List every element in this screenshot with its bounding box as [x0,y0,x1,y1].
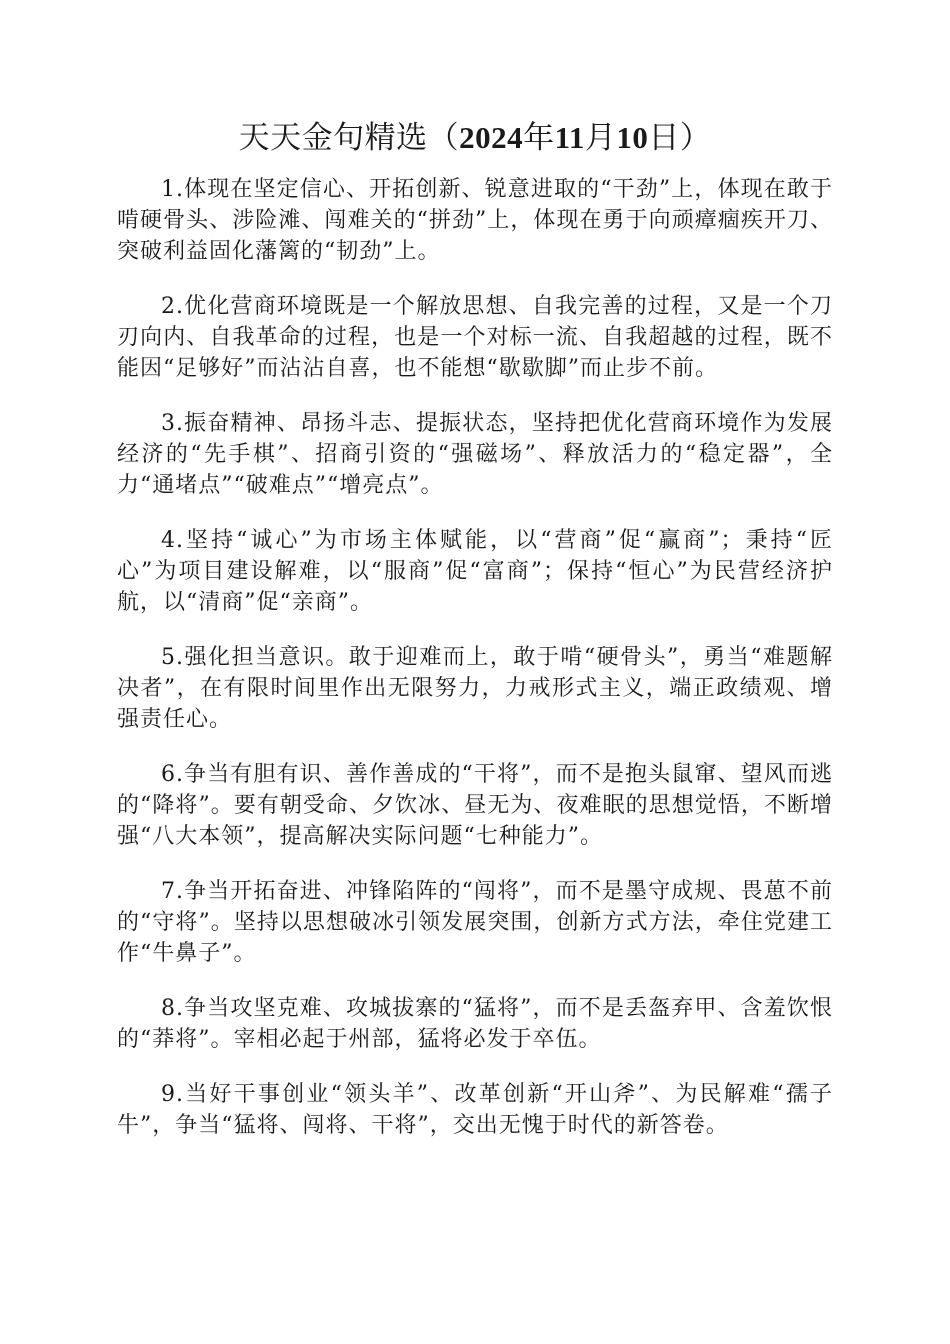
paragraph-3: 3.振奋精神、昂扬斗志、提振状态，坚持把优化营商环境作为发展经济的“先手棋”、招商引资的“强磁场”、释放活力的“稳定器”，全力“通堵点”“破难点”“增亮点”。 [117,411,834,498]
title-day-suffix: 日） [648,120,712,156]
title-year: 2024 [459,120,524,155]
paragraph-9: 9.当好干事创业“领头羊”、改革创新“开山斧”、为民解难“孺子牛”，争当“猛将、闯将、干将”，交出无愧于时代的新答卷。 [117,1082,833,1138]
title-month: 11 [554,120,585,155]
document-page [117,116,833,1165]
title-day: 10 [616,120,649,155]
title-year-suffix: 年 [523,120,555,156]
paragraph-5: 5.强化担当意识。敢于迎难而上，敢于啃“硬骨头”，勇当“难题解决者”，在有限时间里作出无限努力，力戒形式主义，端正政绩观、增强责任心。 [117,645,833,732]
paragraph-7: 7.争当开拓奋进、冲锋陷阵的“闯将”，而不是墨守成规、畏葸不前的“守将”。坚持以思想破冰引领发展突围，创新方式方法，牵住党建工作“牛鼻子”。 [117,879,833,966]
paragraph-8: 8.争当攻坚克难、攻城拔寨的“猛将”，而不是丢盔弃甲、含羞饮恨的“莽将”。宰相必起于州部，猛将必发于卒伍。 [117,996,833,1052]
paragraph-4: 4.坚持“诚心”为市场主体赋能，以“营商”促“赢商”；秉持“匠心”为项目建设解难，以“服商”促“富商”；保持“恒心”为民营经济护航，以“清商”促“亲商”。 [117,528,833,615]
paragraph-6: 6.争当有胆有识、善作善成的“干将”，而不是抱头鼠窜、望风而逃的“降将”。要有朝受命、夕饮冰、昼无为、夜难眠的思想觉悟，不断增强“八大本领”，提高解决实际问题“七种能力”。 [117,762,833,849]
document-title [117,116,833,160]
paragraph-1: 1.体现在坚定信心、开拓创新、锐意进取的“干劲”上，体现在敢于啃硬骨头、涉险滩、闯难关的“拼劲”上，体现在勇于向顽瘴痼疾开刀、突破利益固化藩篱的“韧劲”上。 [117,177,833,264]
title-prefix: 天天金句精选（ [238,120,460,156]
title-month-suffix: 月 [584,120,617,156]
paragraph-2: 2.优化营商环境既是一个解放思想、自我完善的过程，又是一个刀刃向内、自我革命的过程，也是一个对标一流、自我超越的过程，既不能因“足够好”而沾沾自喜，也不能想“歇歇脚”而止步不前。 [117,294,833,381]
